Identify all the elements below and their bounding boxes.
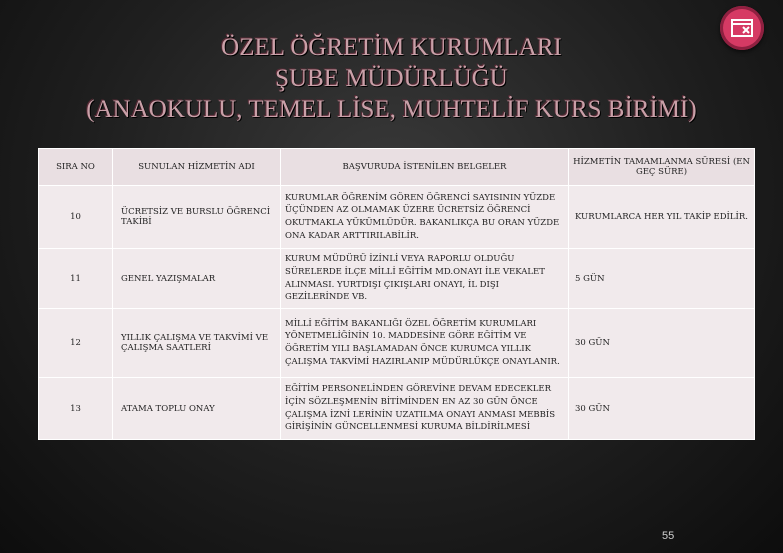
cell-service-name: ATAMA TOPLU ONAY (113, 378, 281, 440)
cell-requirements: KURUM MÜDÜRÜ İZİNLİ VEYA RAPORLU OLDUĞU SÜRELERDE İLÇE MİLLİ EĞİTİM MD.ONAYI İLE VEKALET ALINMASI. YURTDIŞI ÇIKIŞLARI ONAYI, İL DIŞI GEZİLERİNDE VB. (281, 249, 569, 309)
page-number: 55 (662, 530, 675, 542)
cell-requirements: MİLLİ EĞİTİM BAKANLIĞI ÖZEL ÖĞRETİM KURUMLARI YÖNETMELİĞİNİN 10. MADDESİNE GÖRE EĞİTİM VE ÖĞRETİM YILI BAŞLAMADAN ÖNCE KURUMCA YILLIK ÇALIŞMA TAKVİMİ HAZIRLANIP MÜDÜRLÜKÇE ONAYLANIR. (281, 309, 569, 378)
page-title (0, 32, 783, 125)
cell-service-name: GENEL YAZIŞMALAR (113, 249, 281, 309)
table-header-row (39, 149, 755, 186)
cell-no: 11 (39, 249, 113, 309)
services-table-container (38, 148, 754, 438)
title-line-2: ŞUBE MÜDÜRLÜĞÜ (275, 65, 508, 92)
header-service-name: SUNULAN HİZMETİN ADI (113, 149, 281, 186)
table-row (39, 186, 755, 249)
table-row (39, 309, 755, 378)
close-window-button[interactable] (720, 6, 764, 50)
title-line-1: ÖZEL ÖĞRETİM KURUMLARI (221, 34, 562, 61)
cell-duration: KURUMLARCA HER YIL TAKİP EDİLİR. (569, 186, 755, 249)
cell-requirements: KURUMLAR ÖĞRENİM GÖREN ÖĞRENCİ SAYISININ YÜZDE ÜÇÜNDEN AZ OLMAMAK ÜZERE ÜCRETSİZ ÖĞRENCİ OKUTMAKLA YÜKÜMLÜDÜR. BAKANLIKÇA BU ORAN YÜZDE ONA KADAR ARTTIRILABİLİR. (281, 186, 569, 249)
cell-duration: 5 GÜN (569, 249, 755, 309)
cell-no: 12 (39, 309, 113, 378)
close-window-icon (730, 16, 754, 40)
table-row (39, 378, 755, 440)
cell-no: 13 (39, 378, 113, 440)
cell-no: 10 (39, 186, 113, 249)
header-no: SIRA NO (39, 149, 113, 186)
cell-service-name: YILLIK ÇALIŞMA VE TAKVİMİ VE ÇALIŞMA SAATLERİ (113, 309, 281, 378)
header-requirements: BAŞVURUDA İSTENİLEN BELGELER (281, 149, 569, 186)
cell-service-name: ÜCRETSİZ VE BURSLU ÖĞRENCİ TAKİBİ (113, 186, 281, 249)
cell-duration: 30 GÜN (569, 378, 755, 440)
cell-requirements: EĞİTİM PERSONELİNDEN GÖREVİNE DEVAM EDECEKLER İÇİN SÖZLEŞMENİN BİTİMİNDEN EN AZ 30 GÜN ÖNCE ÇALIŞMA İZNİ LERİNİN UZATILMA ONAYI ANMASI MEBBİS GİRİŞİNİN GÜNCELLENMESİ KURUMA BİLDİRİLMESİ (281, 378, 569, 440)
table-row (39, 249, 755, 309)
title-line-3: (ANAOKULU, TEMEL LİSE, MUHTELİF KURS BİRİMİ) (86, 96, 697, 123)
services-table (38, 148, 755, 440)
cell-duration: 30 GÜN (569, 309, 755, 378)
header-duration: HİZMETİN TAMAMLANMA SÜRESİ (EN GEÇ SÜRE) (569, 149, 755, 186)
